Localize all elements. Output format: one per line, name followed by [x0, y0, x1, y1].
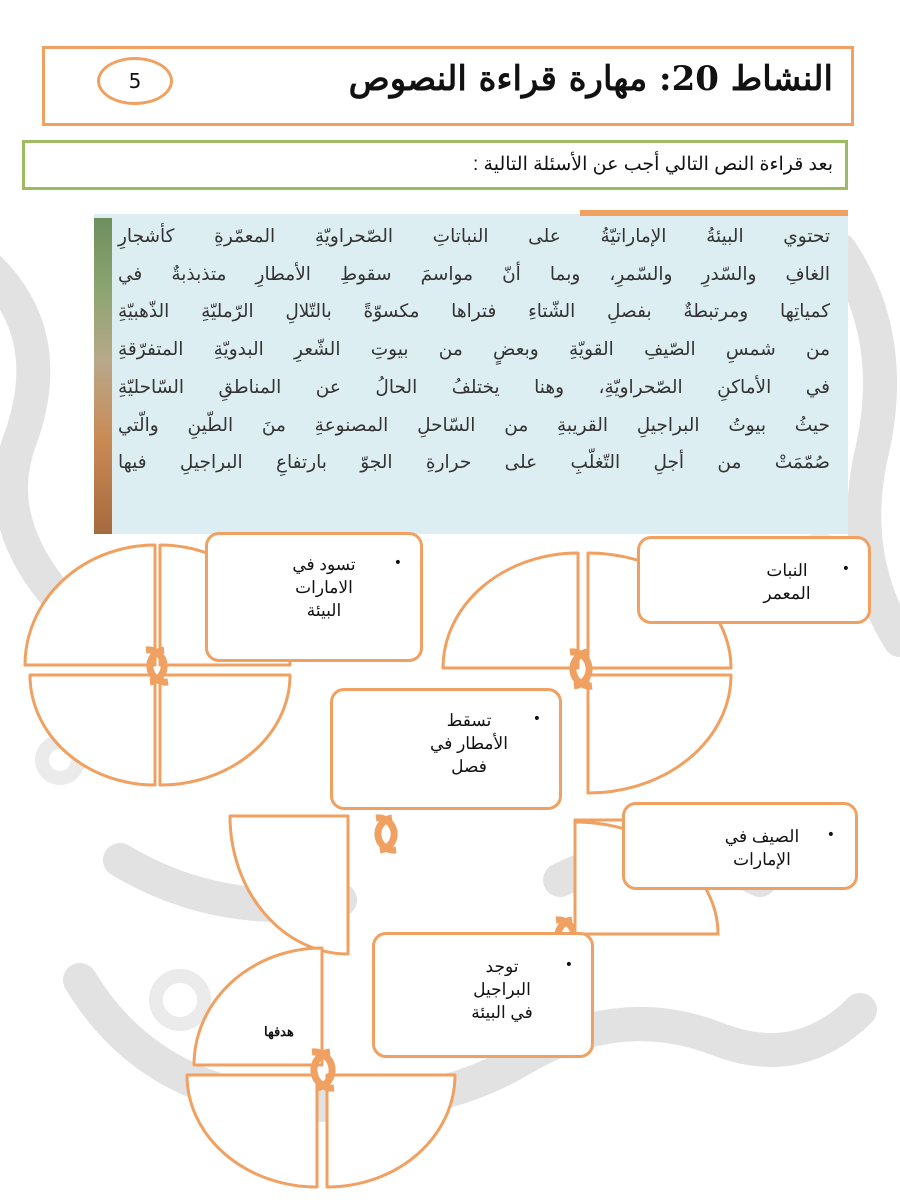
text-card-3: [330, 688, 562, 810]
card-line: الأمطار في: [430, 734, 508, 753]
card-line: الامارات: [295, 578, 353, 597]
card-line: فصل: [451, 757, 487, 776]
card-text: [717, 825, 807, 871]
passage-line: الغافِ والسّدرِ والسّمرِ، وبما أنّ مواسمَ سقوطِ الأمطارِ متذبذبةٌ في: [118, 263, 830, 285]
card-line: الإمارات: [733, 850, 791, 869]
text-card-4: [622, 802, 858, 890]
quadrant-petal[interactable]: [194, 948, 322, 1065]
card-text: [457, 955, 547, 1024]
bullet-point: •: [393, 555, 402, 571]
text-card-1: [205, 532, 423, 662]
card-line: المعمر: [763, 584, 811, 603]
page-title: النشاط 20: مهارة قراءة النصوص: [348, 59, 833, 99]
card-text: [752, 559, 822, 605]
passage-line: حيثُ بيوتُ البراجيلِ القريبةِ من السّاحلِ المصنوعةِ منَ الطّينِ والّتي: [118, 414, 830, 436]
page-number: 5: [128, 69, 142, 93]
quadrant-petal[interactable]: [230, 816, 348, 954]
quadrant-petal[interactable]: [187, 1075, 317, 1187]
card-line: الصيف في: [724, 827, 800, 846]
card-text: [423, 709, 515, 778]
card-line: البيئة: [306, 601, 342, 620]
quadrant-label: هدفها: [264, 1024, 294, 1039]
card-line: تسقط: [446, 711, 492, 730]
quadrant-petal[interactable]: [30, 675, 155, 785]
text-card-5: [372, 932, 594, 1058]
instruction-text: بعد قراءة النص التالي أجب عن الأسئلة التالية :: [473, 154, 833, 175]
passage-line: كمياتِها ومرتبطةٌ بفصلِ الشّتاءِ فتراها مكسوّةً بالتّلالِ الرّمليّةِ الذّهبيّةِ: [118, 301, 830, 323]
text-card-2: [637, 536, 871, 624]
bullet-point: •: [841, 561, 850, 577]
card-text: [274, 553, 374, 622]
passage-line: صُمّمَتْ من أجلِ التّغلّبِ على حرارةِ الجوّ بارتفاعِ البراجيلِ فيها: [118, 452, 830, 474]
card-line: تسود في: [292, 555, 356, 574]
quadrant-petal[interactable]: [588, 675, 731, 793]
bullet-point: •: [564, 957, 573, 973]
bullet-point: •: [826, 827, 835, 843]
quadrant-petal[interactable]: [160, 675, 290, 785]
quadrant-petal[interactable]: [25, 545, 155, 665]
card-line: في البيئة: [471, 1003, 533, 1022]
card-line: توجد: [485, 957, 519, 976]
passage-line: في الأماكنِ الصّحراويّةِ، وهنا يختلفُ الحالُ عن المناطقِ السّاحليّةِ: [118, 376, 830, 398]
passage-line: تحتوي البيئةُ الإماراتيّةُ على النباتاتِ الصّحراويّةِ المعمّرةِ كأشجارِ: [118, 226, 830, 247]
card-line: النبات: [766, 561, 808, 580]
bullet-point: •: [532, 711, 541, 727]
quadrant-petal[interactable]: [443, 553, 578, 668]
card-line: البراجيل: [473, 980, 531, 999]
passage-line: من شمسِ الصّيفِ القويّةِ وبعضٍ من بيوتِ الشّعرِ البدويّةِ المتفرّقةِ: [118, 339, 830, 361]
quadrant-petal[interactable]: [327, 1075, 455, 1187]
